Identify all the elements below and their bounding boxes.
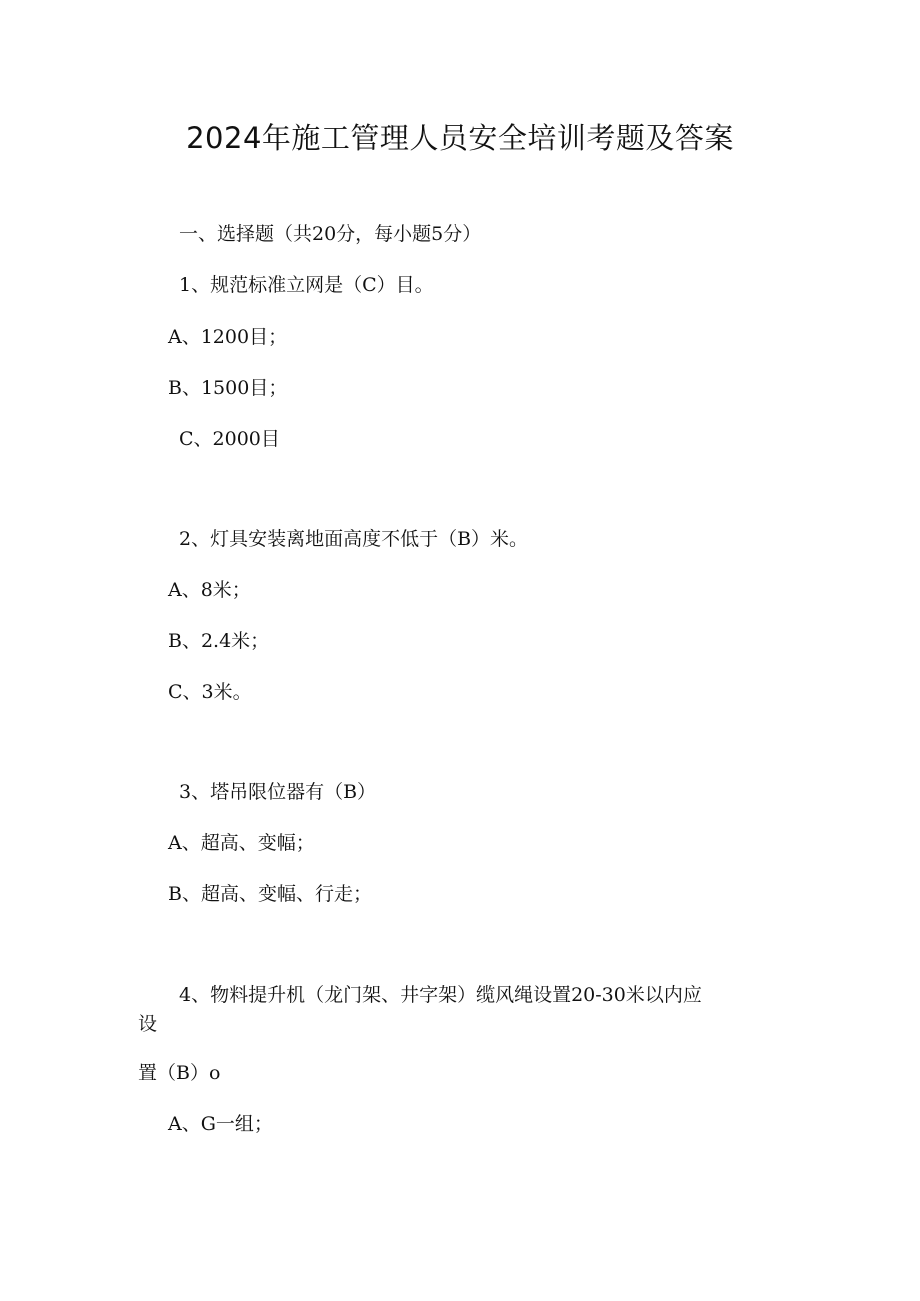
question-2-option-b: B、2.4米； [168, 630, 270, 652]
question-4-stem-line-3: 置（B）o [138, 1062, 221, 1084]
section-heading: 一、选择题（共20分，每小题5分） [179, 223, 482, 245]
question-1-option-b: B、1500目； [168, 377, 288, 399]
question-2-stem: 2、灯具安装离地面高度不低于（B）米。 [179, 528, 529, 550]
question-4-option-a: A、G一组； [168, 1113, 273, 1135]
question-2-option-c: C、3米。 [168, 681, 252, 703]
question-3-stem: 3、塔吊限位器有（B） [179, 781, 377, 803]
question-1-stem: 1、规范标准立网是（C）目。 [179, 274, 434, 296]
question-2-option-a: A、8米； [168, 579, 251, 601]
question-4-stem-line-1: 4、物料提升机（龙门架、井字架）缆风绳设置20-30米以内应 [179, 984, 702, 1006]
question-1-option-c: C、2000目 [179, 428, 280, 450]
question-3-option-a: A、超高、变幅； [168, 832, 315, 854]
question-1-option-a: A、1200目； [168, 326, 288, 348]
question-3-option-b: B、超高、变幅、行走； [168, 883, 372, 905]
document-title: 2024年施工管理人员安全培训考题及答案 [186, 121, 734, 155]
question-4-stem-line-2: 设 [138, 1013, 158, 1035]
